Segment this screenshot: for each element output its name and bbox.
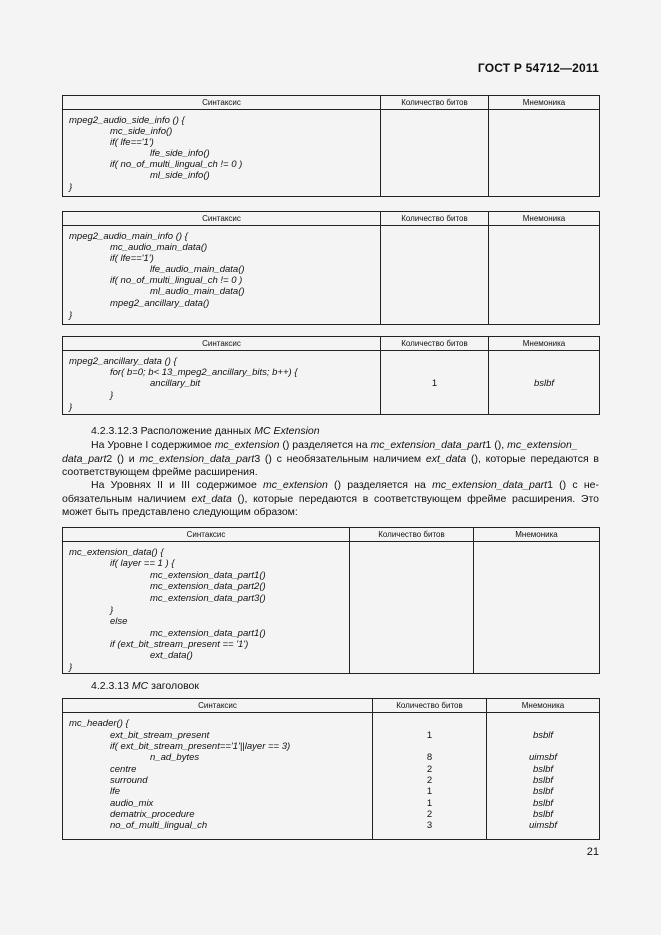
code-line: if( no_of_multi_lingual_ch != 0 ) [110,159,243,170]
column-header-bits: Количество битов [381,212,489,226]
code-line: surround [110,775,148,786]
column-header-syntax: Синтаксис [63,699,373,713]
section-heading [91,425,320,437]
code-line: no_of_multi_lingual_ch [110,820,208,831]
code-line: for( b=0; b< 13_mpeg2_ancillary_bits; b++) { [110,367,298,378]
text: 1 (), [485,439,508,451]
bits-value: 2 [426,775,433,786]
code-line: n_ad_bytes [150,752,200,763]
text: () разделяется на [279,439,371,451]
syntax-table-audio-side-info [62,95,600,197]
code-line: mpeg2_ancillary_data () { [69,356,177,367]
code-line: lfe_audio_main_data() [150,264,245,275]
text: data_part [62,452,107,465]
section-title: заголовок [151,680,199,692]
text: 3 () с необязательным наличием [254,452,426,465]
text: mc_extension_data_part [432,479,548,491]
syntax-cell [63,110,381,197]
column-header-syntax: Синтаксис [63,96,381,110]
column-header-mnemonic: Мнемоника [489,212,600,226]
document-standard-number: ГОСТ Р 54712—2011 [477,61,599,75]
text: mc_extension [214,439,280,451]
code-line: else [110,616,128,627]
bits-value: 2 [426,809,433,820]
code-line: } [110,605,114,616]
code-line: ext_data() [150,650,193,661]
mnemonic-cell [489,226,600,325]
mnemonic-value: bslbf [532,786,554,797]
code-line: } [69,310,73,321]
column-header-bits: Количество битов [350,528,474,542]
bits-cell [373,713,487,840]
code-line: mc_extension_data() { [69,547,164,558]
code-line: ml_side_info() [150,170,210,181]
text: На Уровне I содержимое [91,439,215,451]
syntax-cell [63,713,373,840]
code-line: } [69,182,73,193]
code-line: lfe [110,786,121,797]
mnemonic-cell [489,351,600,415]
text: 1 () с не-обязательным наличием [62,479,599,505]
column-header-mnemonic: Мнемоника [489,96,600,110]
mnemonic-cell [487,713,600,840]
code-line: if (ext_bit_stream_present == '1') [110,639,249,650]
column-header-bits: Количество битов [373,699,487,713]
mnemonic-value: bsblf [532,730,554,741]
code-line: ancillary_bit [150,378,201,389]
mnemonic-value: bslbf [532,775,554,786]
column-header-bits: Количество битов [381,96,489,110]
bits-cell [381,110,489,197]
code-line: if( no_of_multi_lingual_ch != 0 ) [110,275,243,286]
code-line: mpeg2_ancillary_data() [110,298,210,309]
mnemonic-value: uimsbf [529,752,557,763]
mnemonic-value: bslbf [533,378,555,389]
syntax-table-ancillary-data [62,336,600,415]
section-title: Расположение данных [140,425,252,437]
syntax-cell [63,351,381,415]
bits-cell [381,226,489,325]
column-header-syntax: Синтаксис [63,337,381,351]
column-header-mnemonic: Мнемоника [489,337,600,351]
code-line: mc_side_info() [110,126,173,137]
code-line: ml_audio_main_data() [150,286,245,297]
syntax-table-mc-header [62,698,600,840]
code-line: mc_header() { [69,718,129,729]
bits-cell [350,542,474,674]
code-line: mc_extension_data_part3() [150,593,266,604]
code-line: mpeg2_audio_side_info () { [69,115,185,126]
code-line: mc_audio_main_data() [110,242,208,253]
text: mc_extension_data_part [370,439,486,451]
column-header-mnemonic: Мнемоника [487,699,600,713]
section-title-italic: МС [131,680,149,692]
bits-value: 3 [426,820,433,831]
page-number: 21 [586,846,599,858]
mnemonic-value: bslbf [532,809,554,820]
text: ext_data [191,492,232,505]
paragraph-levels-2-3 [62,479,599,520]
column-header-bits: Количество битов [381,337,489,351]
code-line: audio_mix [110,798,154,809]
code-line: mc_extension_data_part2() [150,581,266,592]
code-line: lfe_side_info() [150,148,210,159]
column-header-syntax: Синтаксис [63,212,381,226]
text: 2 () и [106,452,140,465]
bits-value: 1 [426,798,433,809]
text: () разделяется на [327,479,433,491]
code-line: if( lfe=='1') [110,137,154,148]
section-number: 4.2.3.13 [91,680,129,692]
code-line: } [69,662,73,673]
bits-value: 1 [426,730,433,741]
syntax-table-audio-main-info [62,211,600,325]
code-line: mc_extension_data_part1() [150,570,266,581]
code-line: if( layer == 1 ) { [110,558,175,569]
text: mc_extension_data_part [139,452,255,465]
mnemonic-cell [474,542,600,674]
code-line: centre [110,764,137,775]
code-line: mc_extension_data_part1() [150,628,266,639]
column-header-mnemonic: Мнемоника [474,528,600,542]
code-line: if( lfe=='1') [110,253,154,264]
code-line: ext_bit_stream_present [110,730,210,741]
code-line: } [110,390,114,401]
text: mc_extension [263,479,328,491]
bits-value: 2 [426,764,433,775]
section-heading [91,680,199,692]
bits-value: 1 [431,378,438,389]
syntax-cell [63,542,350,674]
code-line: if( ext_bit_stream_present=='1'||layer == 3) [110,741,291,752]
mnemonic-cell [489,110,600,197]
syntax-cell [63,226,381,325]
mnemonic-value: bslbf [532,798,554,809]
code-line: dematrix_procedure [110,809,195,820]
section-title-italic: МС Extension [254,425,320,437]
text: (), которые передаются в соответствующем фрейме расширения. [62,452,599,479]
text: mc_extension_ [507,439,578,451]
text: (), которые передаются в соответствующем фрейме расширения. Это может быть представлено следующим образом: [62,492,599,519]
syntax-table-mc-extension-data [62,527,600,674]
paragraph-level-1 [62,439,599,480]
bits-cell [381,351,489,415]
section-number: 4.2.3.12.3 [91,425,138,437]
code-line: } [69,402,73,413]
mnemonic-value: uimsbf [529,820,557,831]
bits-value: 1 [426,786,433,797]
text: На Уровнях II и III содержимое [91,479,264,491]
code-line: mpeg2_audio_main_info () { [69,231,188,242]
column-header-syntax: Синтаксис [63,528,350,542]
bits-value: 8 [426,752,433,763]
text: ext_data [425,452,467,465]
mnemonic-value: bslbf [532,764,554,775]
